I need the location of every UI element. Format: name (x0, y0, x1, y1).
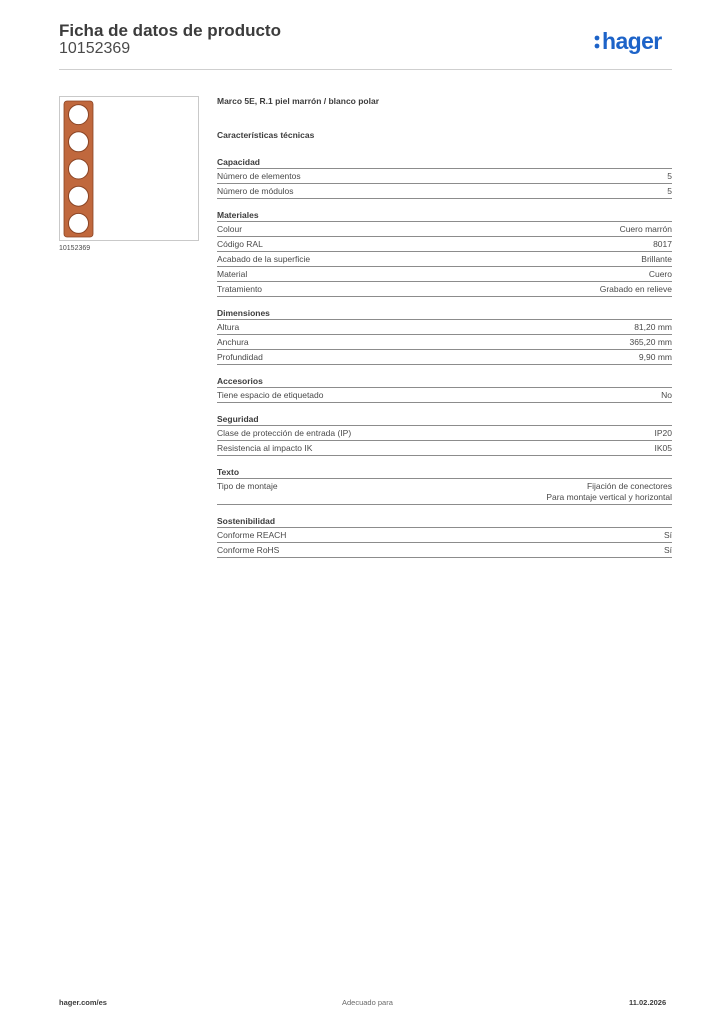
spec-section-title: Capacidad (217, 156, 672, 169)
spec-row (217, 543, 672, 558)
spec-row (217, 237, 672, 252)
footer-date: 11.02.2026 (629, 998, 667, 1007)
spec-row (217, 222, 672, 237)
spec-row (217, 252, 672, 267)
spec-label: Tiene espacio de etiquetado (217, 390, 324, 400)
spec-label: Código RAL (217, 239, 263, 249)
spec-section-title: Dimensiones (217, 307, 672, 320)
spec-section (217, 156, 672, 199)
spec-section (217, 413, 672, 456)
product-image-frame (59, 96, 199, 241)
spec-value (641, 254, 672, 265)
spec-row (217, 184, 672, 199)
spec-value (667, 171, 672, 182)
spec-value-line: 9,90 mm (638, 352, 672, 362)
spec-value-line: 365,20 mm (629, 337, 672, 347)
spec-row (217, 350, 672, 365)
spec-value-line: Cuero marrón (619, 224, 672, 234)
spec-value (634, 322, 672, 333)
spec-value (653, 239, 672, 250)
spec-section-title: Seguridad (217, 413, 672, 426)
svg-text:hager: hager (602, 28, 662, 54)
spec-section-title: Accesorios (217, 375, 672, 388)
spec-row (217, 169, 672, 184)
spec-label: Conforme REACH (217, 530, 287, 540)
image-caption: 10152369 (59, 245, 91, 252)
spec-label: Material (217, 269, 248, 279)
spec-section (217, 209, 672, 297)
frame-opening (69, 213, 89, 233)
spec-value (655, 428, 673, 439)
spec-row (217, 441, 672, 456)
spec-label: Acabado de la superficie (217, 254, 311, 264)
spec-value (664, 530, 672, 541)
spec-value (661, 390, 672, 401)
spec-value-line: No (661, 390, 672, 400)
spec-value-line: IP20 (654, 428, 672, 438)
spec-section-title: Sostenibilidad (217, 515, 672, 528)
spec-value (664, 545, 672, 556)
spec-row (217, 320, 672, 335)
spec-label: Tratamiento (217, 284, 263, 294)
spec-label: Resistencia al impacto IK (217, 443, 313, 453)
spec-value-line: 81,20 mm (634, 322, 672, 332)
spec-label: Profundidad (217, 352, 263, 362)
spec-value-line: Grabado en relieve (599, 284, 672, 294)
frame-opening (69, 105, 89, 125)
spec-section-title: Texto (217, 466, 672, 479)
spec-label: Número de módulos (217, 186, 294, 196)
spec-label: Anchura (217, 337, 249, 347)
spec-value (667, 186, 672, 197)
spec-value-line: Cuero (648, 269, 672, 279)
spec-value-line: Sí (663, 530, 672, 540)
spec-row (217, 528, 672, 543)
spec-section (217, 515, 672, 558)
spec-section-title: Materiales (217, 209, 672, 222)
footer-center-text: Adecuado para (342, 998, 393, 1007)
spec-value-line: 8017 (653, 239, 672, 249)
spec-label: Clase de protección de entrada (IP) (217, 428, 352, 438)
spec-label: Conforme RoHS (217, 545, 280, 555)
spec-row (217, 426, 672, 441)
header-divider (59, 69, 672, 70)
spec-label: Número de elementos (217, 171, 301, 181)
spec-value-line: Fijación de conectores (586, 481, 672, 491)
spec-section (217, 307, 672, 365)
spec-section (217, 375, 672, 403)
spec-value (600, 284, 672, 295)
spec-row (217, 267, 672, 282)
frame-opening (69, 186, 89, 206)
spec-value (546, 481, 672, 503)
spec-value-line: 5 (667, 171, 672, 181)
spec-value-line: Sí (663, 545, 672, 555)
frame-opening (69, 132, 89, 152)
spec-value-line: Brillante (641, 254, 672, 264)
product-image (60, 97, 200, 242)
spec-row (217, 388, 672, 403)
product-code: 10152369 (59, 40, 131, 57)
spec-value (639, 352, 672, 363)
spec-value (620, 224, 672, 235)
spec-row (217, 479, 672, 505)
spec-value-line: IK05 (654, 443, 672, 453)
spec-label: Colour (217, 224, 243, 234)
spec-value-line: Para montaje vertical y horizontal (546, 492, 672, 502)
spec-value (649, 269, 672, 280)
spec-row (217, 282, 672, 297)
spec-value (629, 337, 672, 348)
spec-label: Altura (217, 322, 240, 332)
specs-table (217, 156, 672, 568)
spec-label: Tipo de montaje (217, 481, 278, 491)
page-title: Ficha de datos de producto (59, 21, 281, 40)
spec-value-line: 5 (667, 186, 672, 196)
hager-logo (593, 27, 675, 57)
product-name: Marco 5E, R.1 piel marrón / blanco polar (217, 96, 380, 106)
spec-value (655, 443, 673, 454)
footer-website: hager.com/es (59, 998, 107, 1007)
spec-row (217, 335, 672, 350)
spec-section (217, 466, 672, 505)
frame-opening (69, 159, 89, 179)
specs-title: Características técnicas (217, 130, 315, 140)
